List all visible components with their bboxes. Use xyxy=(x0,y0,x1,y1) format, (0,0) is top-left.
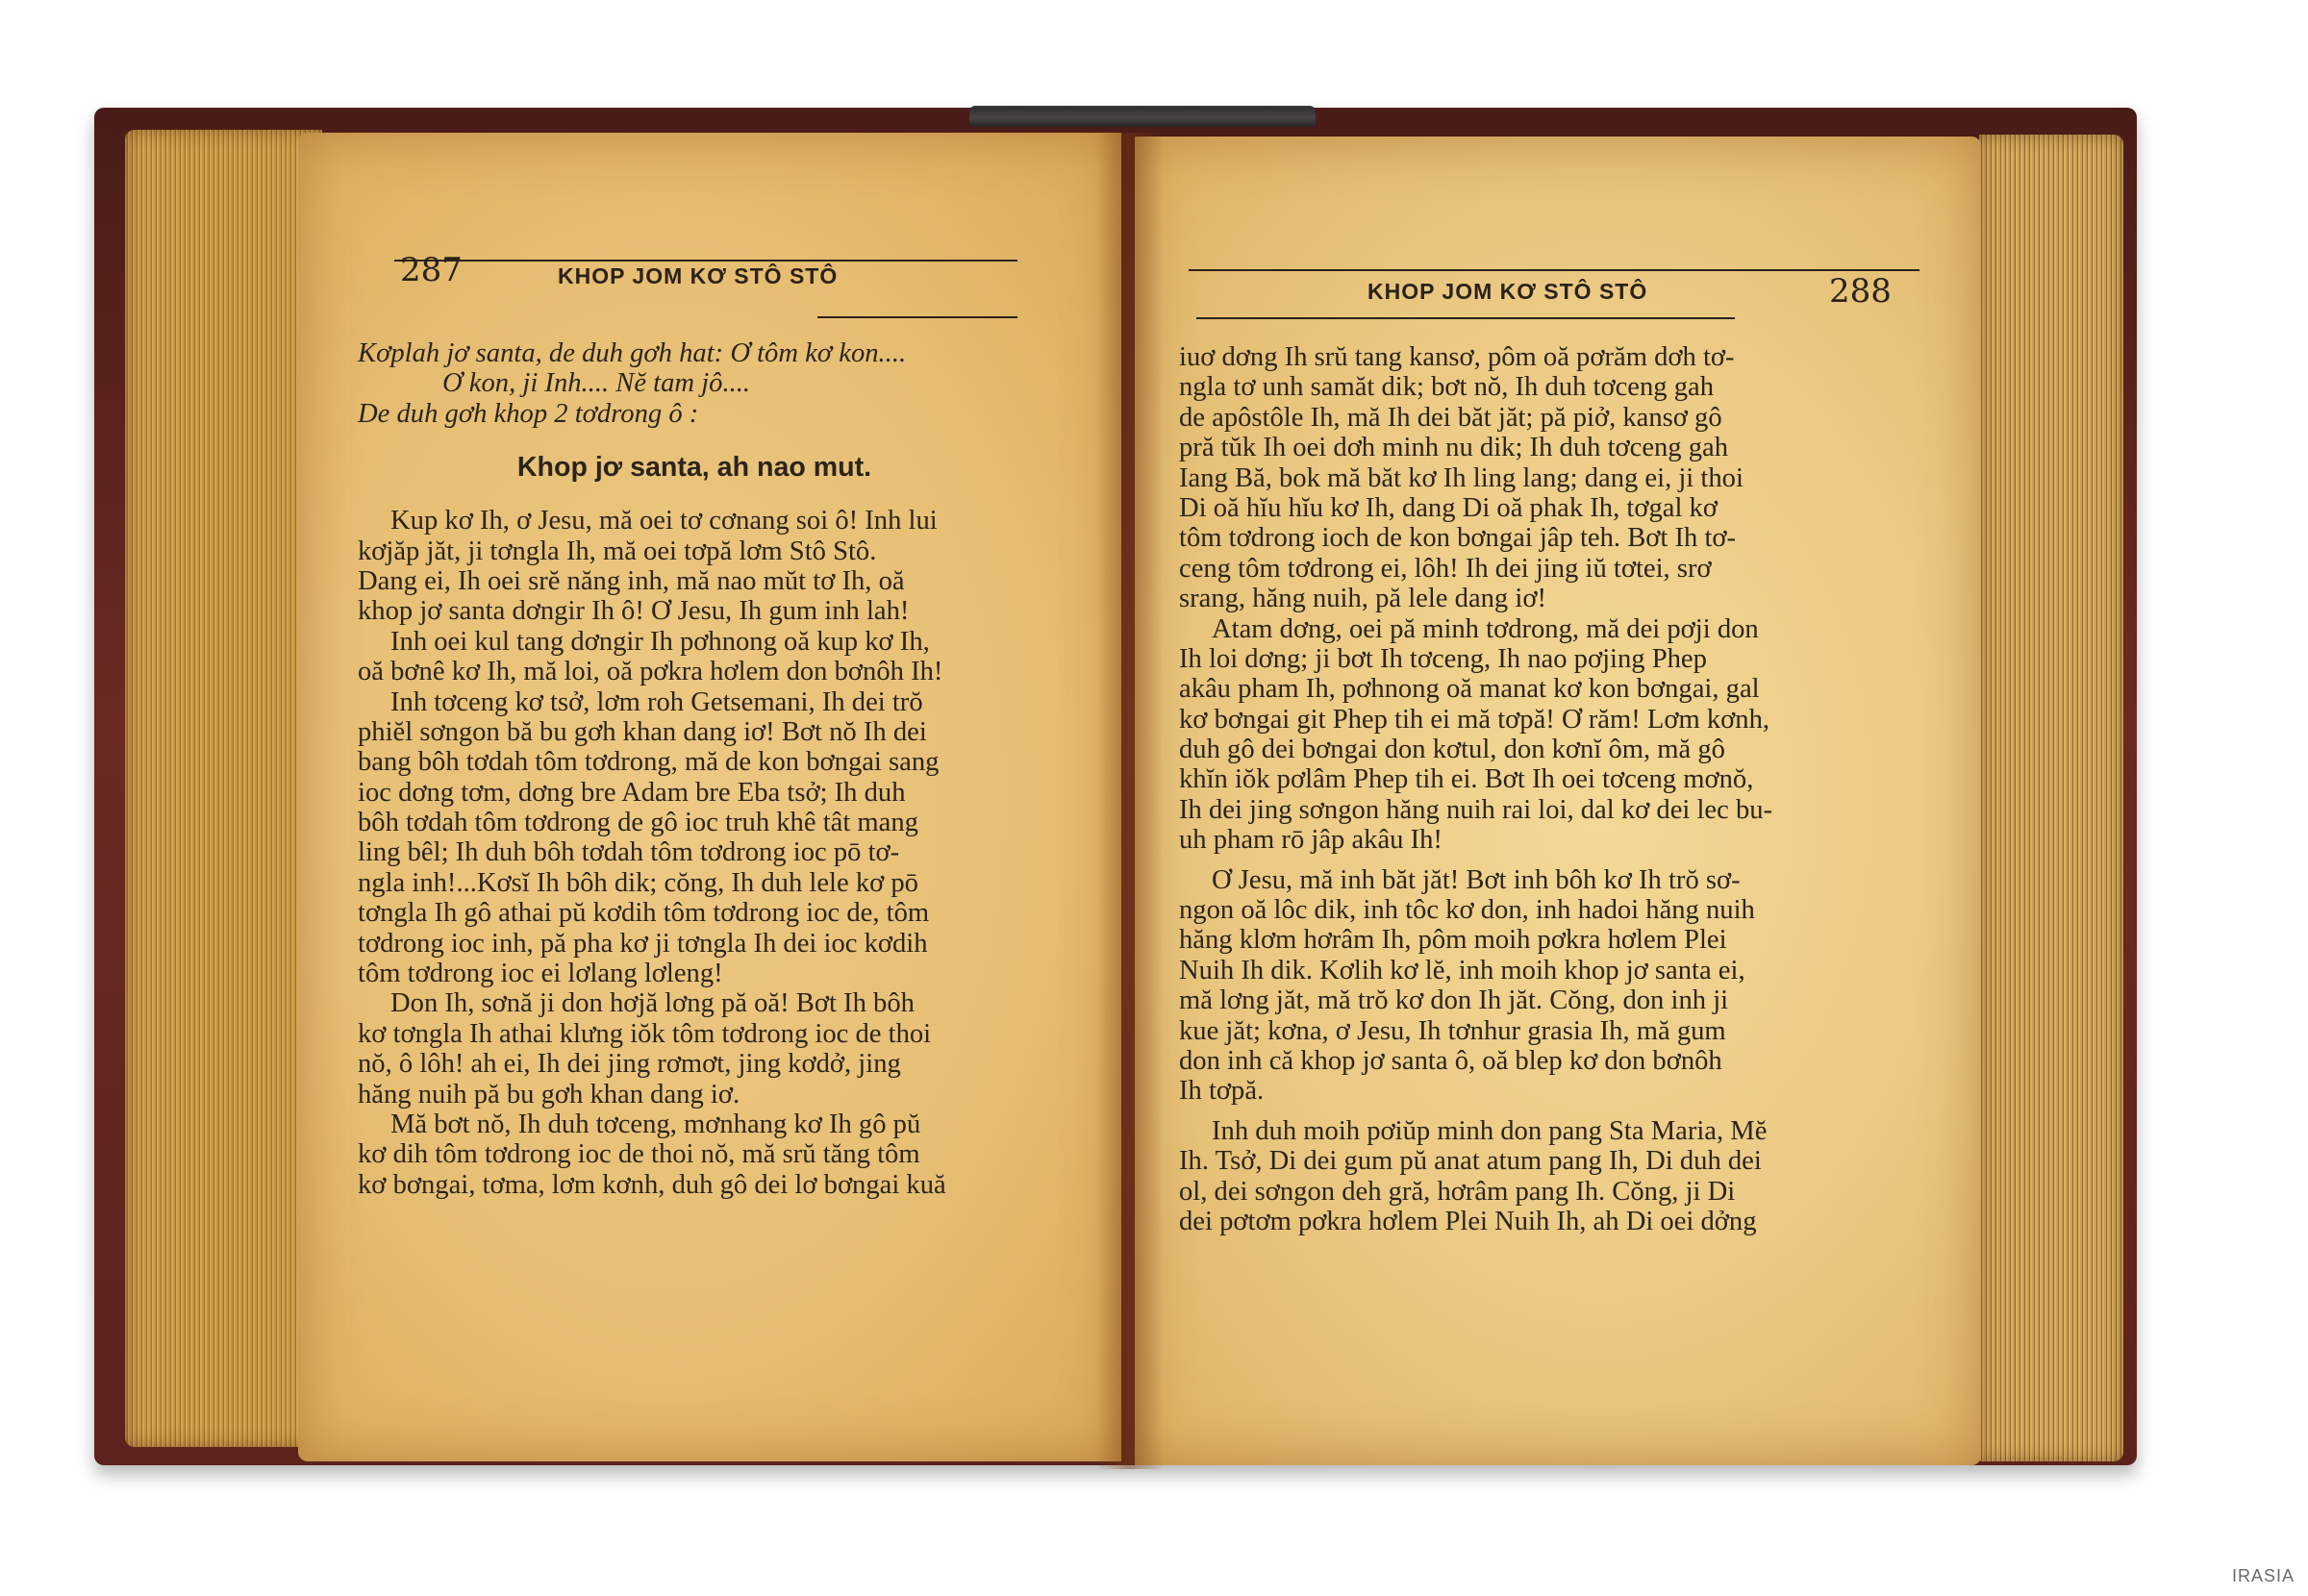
text-line: Nuih Ih dik. Kơlih kơ lĕ, inh moih khop jơ santa ei, xyxy=(1179,955,1745,985)
text-line: tơngla Ih gô athai pŭ kơdih tôm tơdrong ioc de, tôm xyxy=(358,898,930,929)
spacer xyxy=(1179,1107,1939,1116)
header-rule xyxy=(394,260,1017,262)
header-rule xyxy=(1196,317,1735,319)
text-line: tơdrong ioc inh, pă pha kơ ji tơngla Ih dei ioc kơdih xyxy=(358,928,928,959)
left-page xyxy=(298,133,1121,1461)
text-line: ngon oă lôc dik, inh tôc kơ don, inh hadoi hăng nuih xyxy=(1179,895,1755,926)
running-head: KHOP JOM KƠ STÔ STÔ xyxy=(558,263,839,288)
text-line: don inh că khop jơ santa ô, oă blep kơ don bơnôh xyxy=(1179,1045,1722,1076)
text-line: ol, dei sơngon deh gră, hơrâm pang Ih. Cŏng, ji Di xyxy=(1179,1176,1736,1207)
text-line: bôh tơdah tôm tơdrong de gô ioc truh khê tât mang xyxy=(358,808,918,838)
text-line: de apôstôle Ih, mă Ih dei băt jăt; pă piở, kansơ gô xyxy=(1179,402,1722,433)
text-line: Ih dei jing sơngon hăng nuih rai loi, dal kơ dei lec bu- xyxy=(1179,794,1773,825)
text-line: iuơ dơng Ih srŭ tang kansơ, pôm oă pơrăm dơh tơ- xyxy=(1179,342,1735,372)
text-line: ngla inh!...Kơsĭ Ih bôh dik; cŏng, Ih duh lele kơ pō xyxy=(358,867,918,898)
spacer xyxy=(358,496,1031,506)
text-line: Inh tơceng kơ tsở, lơm roh Getsemani, Ih dei trŏ xyxy=(390,686,923,717)
text-line: Iang Bă, bok mă băt kơ Ih ling lang; dang ei, ji thoi xyxy=(1179,462,1744,493)
right-page xyxy=(1135,137,1981,1465)
text-line: Ih. Tsở, Di dei gum pŭ anat atum pang Ih, Di duh dei xyxy=(1179,1146,1762,1177)
text-line: hăng klơm hơrâm Ih, pôm moih pơkra hơlem Plei xyxy=(1179,925,1727,956)
text-line: Kơplah jơ santa, de duh gơh hat: Ơ tôm kơ kon.... xyxy=(358,338,907,368)
text-line: Dang ei, Ih oei srĕ năng inh, mă nao mŭt tơ Ih, oă xyxy=(358,565,905,596)
text-line: ling bêl; Ih duh bôh tơdah tôm tơdrong ioc pō tơ- xyxy=(358,837,900,868)
text-line: tôm tơdrong ioc ei lơlang lơleng! xyxy=(358,959,723,989)
right-page-edges xyxy=(1979,135,2123,1461)
section-heading: Khop jơ santa, ah nao mut. xyxy=(516,452,872,484)
text-line: srang, hăng nuih, pă lele dang iơ! xyxy=(1179,584,1546,614)
text-line: oă bơnê kơ Ih, mă loi, oă pơkra hơlem don bơnôh Ih! xyxy=(358,657,943,687)
page-number: 287 xyxy=(400,251,463,289)
text-line: Don Ih, sơnă ji don hơjă lơng pă oă! Bơt Ih bôh xyxy=(390,988,915,1019)
text-line: bang bôh tơdah tôm tơdrong, mă de kon bơngai sang xyxy=(358,747,940,778)
book-spine xyxy=(969,106,1316,127)
text-line: Ơ kon, ji Inh.... Nĕ tam jô.... xyxy=(442,368,751,399)
text-line: khĭn iŏk pơlâm Phep tih ei. Bơt Ih oei tơceng mơnŏ, xyxy=(1179,764,1754,795)
text-line: kơjăp jăt, ji tơngla Ih, mă oei tơpă lơm Stô Stô. xyxy=(358,536,877,566)
text-line: Di oă hĭu hĭu kơ Ih, dang Di oă phak Ih, tơgal kơ xyxy=(1179,492,1718,523)
watermark: IRASIA xyxy=(2231,1566,2295,1585)
text-line: duh gô dei bơngai don kơtul, don kơnĭ ôm, mă gô xyxy=(1179,735,1725,765)
text-line: akâu pham Ih, pơhnong oă manat kơ kon bơngai, gal xyxy=(1179,674,1760,705)
text-line: dei pơtơm pơkra hơlem Plei Nuih Ih, ah Di oei dởng xyxy=(1179,1206,1757,1236)
text-line: kơ bơngai, tơma, lơm kơnh, duh gô dei lơ bơngai kuă xyxy=(358,1169,946,1200)
text-line: hăng nuih pă bu gơh khan dang iơ. xyxy=(358,1079,740,1110)
text-line: Kup kơ Ih, ơ Jesu, mă oei tơ cơnang soi ô! Inh lui xyxy=(390,506,938,536)
text-line: tôm tơdrong ioch de kon bơngai jâp teh. Bơt Ih tơ- xyxy=(1179,523,1737,554)
text-line: Ơ Jesu, mă inh băt jăt! Bơt inh bôh kơ Ih trŏ sơ- xyxy=(1212,864,1741,895)
text-line: kơ dih tôm tơdrong ioc de thoi nŏ, mă srŭ tăng tôm xyxy=(358,1139,920,1170)
text-line: ngla tơ unh samăt dik; bơt nŏ, Ih duh tơceng gah xyxy=(1179,372,1714,403)
text-line: phiĕl sơngon bă bu gơh khan dang iơ! Bơt nŏ Ih dei xyxy=(358,716,927,747)
text-line: ioc dơng tơm, dơng bre Adam bre Eba tsở; Ih duh xyxy=(358,777,906,808)
running-head: KHOP JOM KƠ STÔ STÔ xyxy=(1367,279,1648,304)
text-line: kue jăt; kơna, ơ Jesu, Ih tơnhur grasia Ih, mă gum xyxy=(1179,1015,1726,1046)
spacer xyxy=(358,429,1031,438)
text-line: uh pham rō jâp akâu Ih! xyxy=(1179,825,1442,856)
text-line: Mă bơt nŏ, Ih duh tơceng, mơnhang kơ Ih gô pŭ xyxy=(390,1109,921,1139)
text-line: kơ tơngla Ih athai klưng iŏk tôm tơdrong ioc de thoi xyxy=(358,1018,932,1049)
text-line: ceng tôm tơdrong ei, lôh! Ih dei jing iŭ tơtei, srơ xyxy=(1179,553,1712,584)
text-line: Ih loi dơng; ji bơt Ih tơceng, Ih nao pơjing Phep xyxy=(1179,643,1707,674)
book-gutter xyxy=(1096,133,1164,1469)
text-line: khop jơ santa dơngir Ih ô! Ơ Jesu, Ih gum inh lah! xyxy=(358,596,910,627)
spacer xyxy=(1179,856,1939,865)
text-line: kơ bơngai git Phep tih ei mă tơpă! Ơ răm! Lơm kơnh, xyxy=(1179,704,1770,735)
text-line: nŏ, ô lôh! ah ei, Ih dei jing rơmơt, jing kơdở, jing xyxy=(358,1049,901,1080)
right-page-text xyxy=(1179,342,1939,1236)
text-line: mă lơng jăt, mă trŏ kơ don Ih jăt. Cŏng, don inh ji xyxy=(1179,985,1729,1016)
text-line: Inh duh moih pơiŭp minh don pang Sta Maria, Mĕ xyxy=(1212,1115,1768,1146)
text-line: De duh gơh khop 2 tơdrong ô : xyxy=(358,398,699,429)
text-line: Atam dơng, oei pă minh tơdrong, mă dei pơji don xyxy=(1212,613,1759,644)
header-rule xyxy=(817,316,1017,318)
left-page-edges xyxy=(125,130,322,1447)
left-page-text xyxy=(358,338,1031,1200)
page-number: 288 xyxy=(1829,272,1892,311)
text-line: pră tŭk Ih oei dơh minh nu dik; Ih duh tơceng gah xyxy=(1179,433,1729,463)
text-line: Inh oei kul tang dơngir Ih pơhnong oă kup kơ Ih, xyxy=(390,626,930,657)
text-line: Ih tơpă. xyxy=(1179,1076,1265,1107)
header-rule xyxy=(1189,269,1919,271)
